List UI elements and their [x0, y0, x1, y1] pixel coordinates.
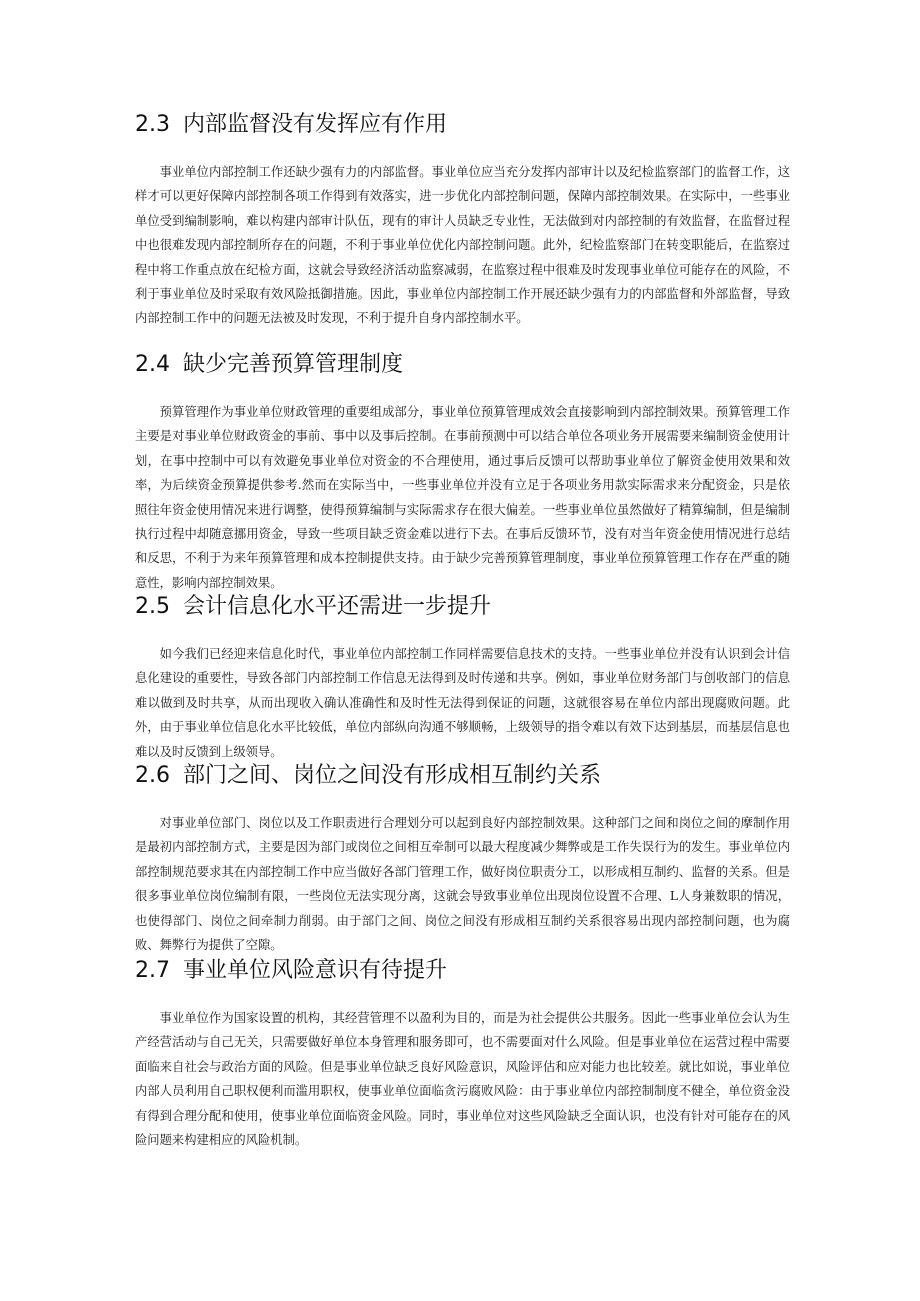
- section-paragraph: 预算管理作为事业单位财政管理的重要组成部分，事业单位预算管理成效会直接影响到内部控制效果。预算管理工作主要是对事业单位财政资金的事前、事中以及事后控制。在事前预测中可以结合单位各项业务开展需要来编制资金使用计划，在事中控制中可以有效避免事业单位对资金的不合理使用，通过事后反馈可以帮助事业单位了解资金使用效果和效率，为后续资金预算提供参考.然而在实际当中，一些事业单位并没有立足于各项业务用款实际需求来分配资金，只是依照往年资金使用情况来进行调整，使得预算编制与实际需求存在很大偏差。一些事业单位虽然做好了精算编制，但是编制执行过程中却随意挪用资金，导致一些项目缺乏资金难以进行下去。在事后反馈环节，没有对当年资金使用情况进行总结和反思，不利于为来年预算管理和成本控制提供支持。由于缺少完善预算管理制度，事业单位预算管理工作存在严重的随意性，影响内部控制效果。: [135, 405, 790, 590]
- section-number: 2.3: [135, 112, 170, 137]
- section-heading: [135, 592, 790, 622]
- section-heading: [135, 110, 790, 140]
- section-2-5: [135, 592, 790, 764]
- section-paragraph: 如今我们已经迎来信息化时代，事业单位内部控制工作同样需要信息技术的支持。一些事业单位并没有认识到会计信息化建设的重要性，导致各部门内部控制工作信息无法得到及时传递和共享。例如，事业单位财务部门与创收部门的信息难以做到及时共享，从而出现收入确认准确性和及时性无法得到保证的问题，这就很容易在单位内部出现腐败问题。此外，由于事业单位信息化水平比较低，单位内部纵向沟通不够顺畅，上级领导的指令难以有效下达到基层，而基层信息也难以及时反馈到上级领导。: [135, 647, 790, 759]
- section-2-6: [135, 761, 790, 957]
- section-title: 事业单位风险意识有待提升: [183, 958, 448, 983]
- section-number: 2.4: [135, 352, 170, 377]
- section-title: 会计信息化水平还需进一步提升: [183, 594, 492, 619]
- section-2-4: [135, 350, 790, 595]
- section-heading: [135, 956, 790, 986]
- section-2-7: [135, 956, 790, 1152]
- section-title: 缺少完善预算管理制度: [183, 352, 404, 377]
- section-number: 2.6: [135, 763, 170, 788]
- section-number: 2.7: [135, 958, 170, 983]
- section-heading: [135, 350, 790, 380]
- section-paragraph: 事业单位作为国家设置的机构，其经营管理不以盈利为目的，而是为社会提供公共服务。因此一些事业单位会认为生产经营活动与自己无关，只需要做好单位本身管理和服务即可，也不需要面对什么风险。但是事业单位在运营过程中需要面临来自社会与政治方面的风险。但是事业单位缺乏良好风险意识，风险评估和应对能力也比较差。就比如说，事业单位内部人员利用自己职权便利而滥用职权，使事业单位面临贪污腐败风险：由于事业单位内部控制制度不健全，单位资金没有得到合理分配和使用，使事业单位面临资金风险。同时，事业单位对这些风险缺乏全面认识，也没有针对可能存在的风险问题来构建相应的风险机制。: [135, 1011, 790, 1148]
- section-2-3: [135, 110, 790, 331]
- section-paragraph: 事业单位内部控制工作还缺少强有力的内部监督。事业单位应当充分发挥内部审计以及纪检监察部门的监督工作，这样才可以更好保障内部控制各项工作得到有效落实，进一步优化内部控制问题，保障内部控制效果。在实际中，一些事业单位受到编制影响，难以构建内部审计队伍，现有的审计人员缺乏专业性，无法做到对内部控制的有效监督，在监督过程中也很难发现内部控制所存在的问题，不利于事业单位优化内部控制问题。此外，纪检监察部门在转变职能后，在监察过程中将工作重点放在纪检方面，这就会导致经济活动监察减弱，在监察过程中很难及时发现事业单位可能存在的风险，不利于事业单位及时采取有效风险抵御措施。因此，事业单位内部控制工作开展还缺少强有力的内部监督和外部监督，导致内部控制工作中的问题无法被及时发现，不利于提升自身内部控制水平。: [135, 165, 790, 326]
- section-paragraph: 对事业单位部门、岗位以及工作职责进行合理划分可以起到良好内部控制效果。这种部门之间和岗位之间的摩制作用是最初内部控制方式，主要是因为部门或岗位之间相互牵制可以最大程度减少舞弊或是工作失误行为的发生。事业单位内部控制规范要求其在内部控制工作中应当做好各部门管理工作，做好岗位职责分工，以形成相互制约、监督的关系。但是很多事业单位岗位编制有限，一些岗位无法实现分离，这就会导致事业单位出现岗位设置不合理、L人身兼数职的情况，也使得部门、岗位之间牵制力削弱。由于部门之间、岗位之间没有形成相互制约关系很容易出现内部控制问题，也为腐败、舞弊行为提供了空隙。: [135, 816, 790, 953]
- section-title: 部门之间、岗位之间没有形成相互制约关系: [183, 763, 602, 788]
- section-title: 内部监督没有发挥应有作用: [183, 112, 448, 137]
- section-heading: [135, 761, 790, 791]
- section-number: 2.5: [135, 594, 170, 619]
